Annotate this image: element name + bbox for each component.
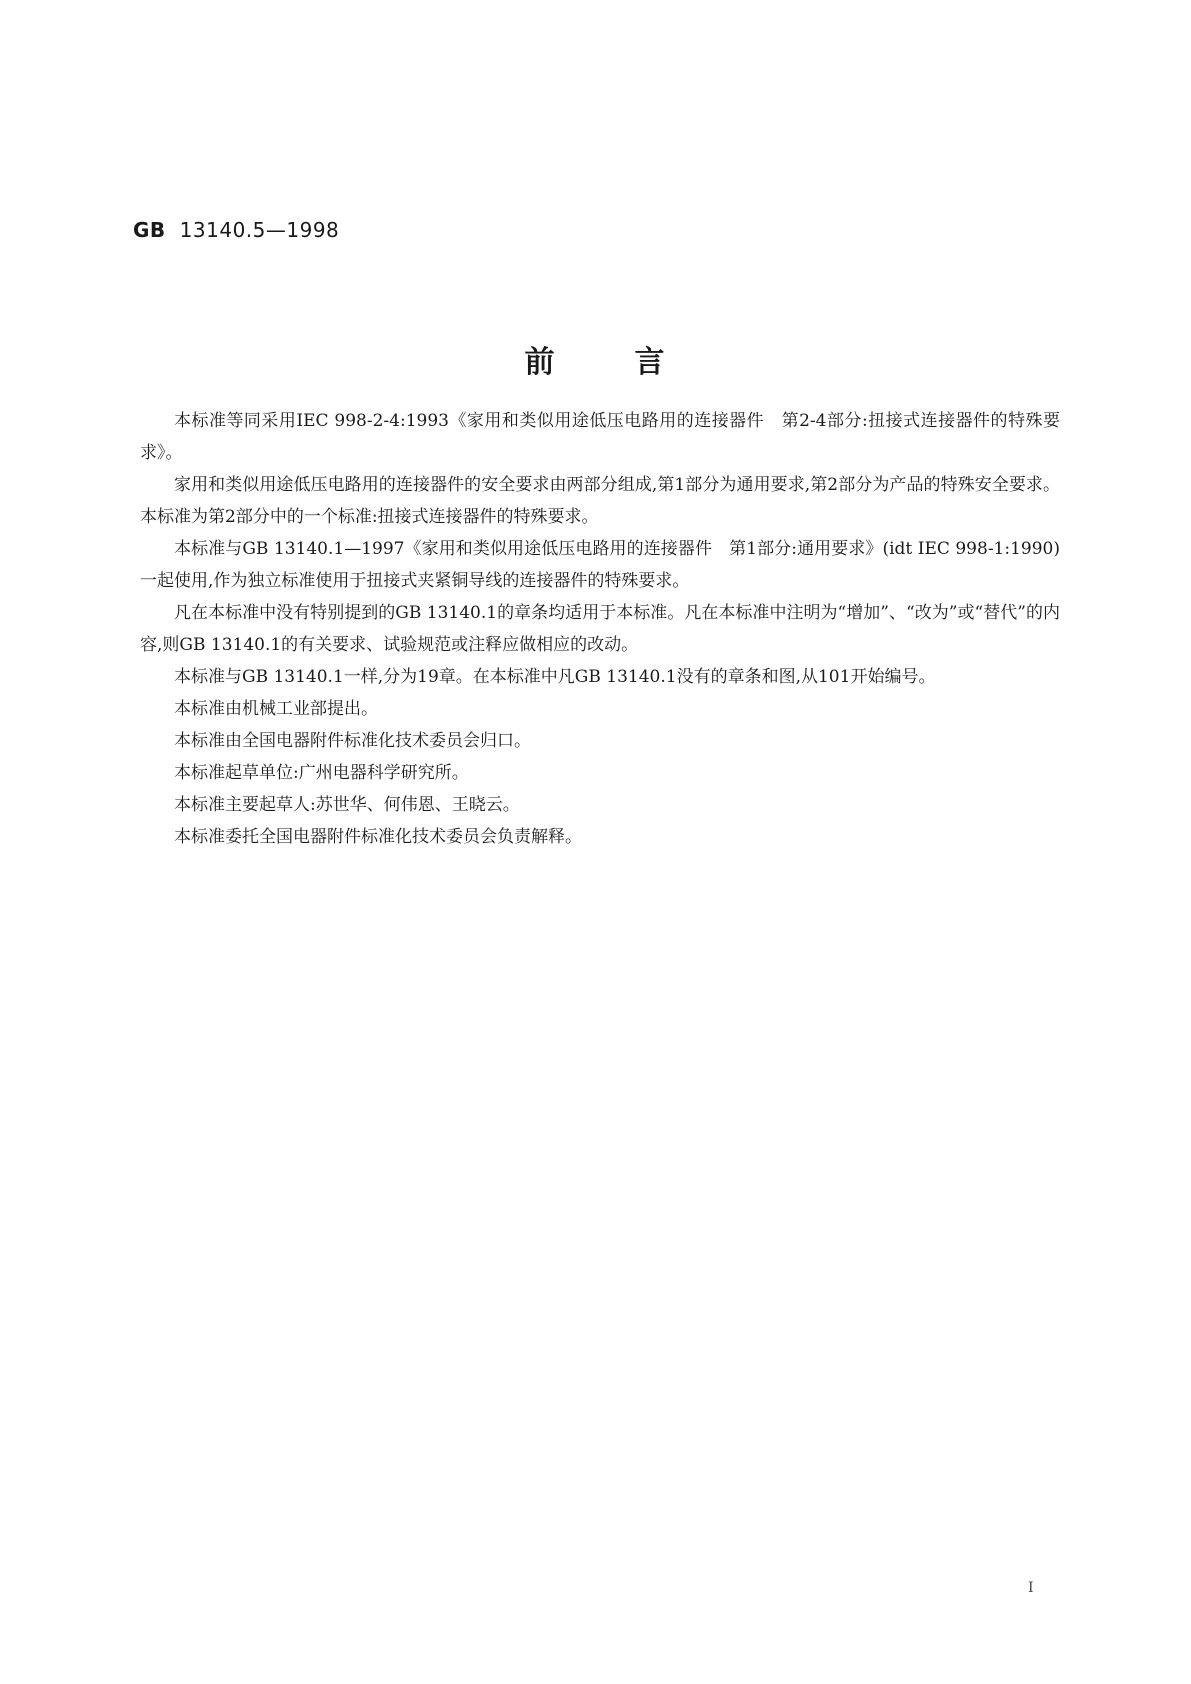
page-number: I	[1028, 1580, 1034, 1596]
paragraph-administrator: 本标准由全国电器附件标准化技术委员会归口。	[174, 731, 531, 751]
title-char-1: 前	[524, 345, 557, 380]
paragraph-proposer: 本标准由机械工业部提出。	[174, 699, 378, 719]
paragraph-structure: 家用和类似用途低压电路用的连接器件的安全要求由两部分组成,第1部分为通用要求,第2部分为产品的特殊安全要求。本标准为第2部分中的一个标准:扭接式连接器件的特殊要求。	[140, 475, 1060, 527]
paragraph-applicability: 凡在本标准中没有特别提到的GB 13140.1的章条均适用于本标准。凡在本标准中注明为“增加”、“改为”或“替代”的内容,则GB 13140.1的有关要求、试验规范或注释应做相应的改动。	[140, 603, 1060, 655]
paragraph-usage: 本标准与GB 13140.1—1997《家用和类似用途低压电路用的连接器件 第1部分:通用要求》(idt IEC 998-1:1990)一起使用,作为独立标准使用于扭接式夹紧铜导线的连接器件的特殊要求。	[140, 539, 1060, 591]
paragraph-interpretation: 本标准委托全国电器附件标准化技术委员会负责解释。	[174, 827, 582, 847]
paragraph-drafting-unit: 本标准起草单位:广州电器科学研究所。	[174, 763, 469, 783]
title-char-2: 言	[634, 345, 667, 380]
paragraph-numbering: 本标准与GB 13140.1一样,分为19章。在本标准中凡GB 13140.1没有的章条和图,从101开始编号。	[174, 667, 936, 687]
standard-prefix: GB	[133, 218, 166, 242]
standard-number	[133, 218, 339, 242]
foreword-body	[140, 405, 1060, 853]
paragraph-adoption: 本标准等同采用IEC 998-2-4:1993《家用和类似用途低压电路用的连接器件 第2-4部分:扭接式连接器件的特殊要求》。	[140, 411, 1060, 463]
page-title	[0, 337, 1191, 381]
standard-code: 13140.5—1998	[179, 218, 340, 242]
paragraph-drafters: 本标准主要起草人:苏世华、何伟恩、王晓云。	[174, 795, 520, 815]
